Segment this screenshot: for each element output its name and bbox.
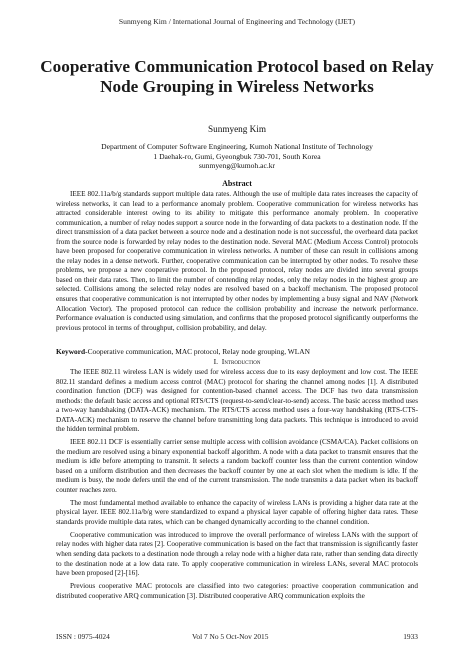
introduction-body [56, 368, 418, 605]
body-paragraph: Previous cooperative MAC protocols are classified into two categories: proactive cooperation communication and distributed cooperative ARQ communication [3]. Distributed cooperative ARQ communication exploits the [56, 582, 418, 600]
author-name: Sunmyeng Kim [208, 124, 266, 134]
affiliation-address: 1 Daehak-ro, Gumi, Gyeongbuk 730-701, South Korea [153, 151, 321, 161]
body-paragraph: Cooperative communication was introduced to improve the overall performance of wireless LANs with the support of relay nodes with higher data rates [2]. Cooperative communication is based on the fact that transmission is significantly faster when sending data packets to a destination node through a relay node with a higher data rate, rather than sending data directly to the destination node at a low data rate. To apply cooperative communication in wireless LANs, several MAC protocols have been proposed [2]-[16]. [56, 530, 418, 578]
keywords-list: Cooperative communication, MAC protocol, Relay node grouping, WLAN [87, 347, 310, 356]
section-title: Introduction [221, 357, 261, 366]
keywords [56, 347, 418, 356]
footer-volume: Vol 7 No 5 Oct-Nov 2015 [192, 632, 269, 641]
author-affiliation [0, 142, 474, 171]
author-email: sunmyeng@kumoh.ac.kr [198, 161, 276, 171]
running-head: Sunmyeng Kim / International Journal of Engineering and Technology (IJET) [118, 17, 356, 26]
affiliation-department: Department of Computer Software Engineering, Kumoh National Institute of Technology [101, 142, 373, 151]
section-heading [0, 357, 474, 366]
abstract-body: IEEE 802.11a/b/g standards support multiple data rates. Although the use of multiple data rates increases the capacity of wireless networks, it can lead to a performance anomaly problem. Cooperative communication for wireless networks has attracted considerable interest owing to its ability to mitigate this performance anomaly problem. In cooperative communication, a number of relay nodes support a source node in the forwarding of data packets to a destination node. If the direct transmission of a data packet between a source node and a destination node is not successful, the overheard data packet from the source node is forwarded by relay nodes to the destination node. Several MAC (Medium Access Control) protocols have been proposed for cooperative communication in wireless networks. A number of these can result in collisions among the relay nodes in a dense network. Further, cooperative communication can be interrupted by other nodes. To resolve these problems, we propose a new cooperative protocol. In the proposed protocol, relay nodes are divided into several groups based on their data rates. Then, to limit the number of contending relay nodes, only the relay nodes in the highest group are selected. Collisions among the selected relay nodes are resolved based on a backoff mechanism. The proposed protocol ensures that cooperative communication is not interrupted by other nodes by implementing a busy signal and NAV (Network Allocation Vector). The proposed protocol can reduce the collision probability and increase the network performance. Performance evaluation is conducted using simulation, and confirms that the proposed protocol significantly outperforms the previous protocol in terms of throughput, collision probability, and delay. [56, 190, 418, 332]
section-number: I. [213, 357, 218, 366]
footer-page-number: 1933 [403, 632, 418, 641]
keywords-label: Keyword- [56, 347, 88, 356]
paper-title: Cooperative Communication Protocol based on Relay Node Grouping in Wireless Networks [40, 57, 434, 96]
abstract-heading: Abstract [222, 179, 252, 188]
body-paragraph: IEEE 802.11 DCF is essentially carrier sense multiple access with collision avoidance (CSMA/CA). Packet collisions on the medium are resolved using a binary exponential backoff algorithm. A node with a data packet to transmit ensures that the medium is idle before attempting to transmit. It selects a random backoff counter less than the current contention window based on a uniform distribution and then decreases the backoff counter by one at each slot when the medium is idle. If the medium is busy, the node defers until the end of the current transmission. The node transmits a data packet when its backoff counter reaches zero. [56, 438, 418, 494]
body-paragraph: The IEEE 802.11 wireless LAN is widely used for wireless access due to its easy deployment and low cost. The IEEE 802.11 standard defines a medium access control (MAC) protocol for sharing the channel among nodes [1]. A distributed coordination function (DCF) was designed for contention-based channel access. The DCF has two data transmission methods: the default basic access and optional RTS/CTS (request-to-send/clear-to-send) access. The basic access method uses a two-way handshaking (DATA-ACK) mechanism. The RTS/CTS access method uses a four-way handshaking (RTS-CTS-DATA-ACK) mechanism to reserve the channel before transmitting long data packets. This technique is introduced to avoid the hidden terminal problem. [56, 368, 418, 434]
body-paragraph: The most fundamental method available to enhance the capacity of wireless LANs is providing a higher data rate at the physical layer. IEEE 802.11a/b/g were standardized to expand a physical layer capable of offering higher data rates. These standards provide multiple data rates, which can be changed dynamically according to the channel condition. [56, 498, 418, 526]
footer-issn: ISSN : 0975-4024 [56, 632, 110, 641]
